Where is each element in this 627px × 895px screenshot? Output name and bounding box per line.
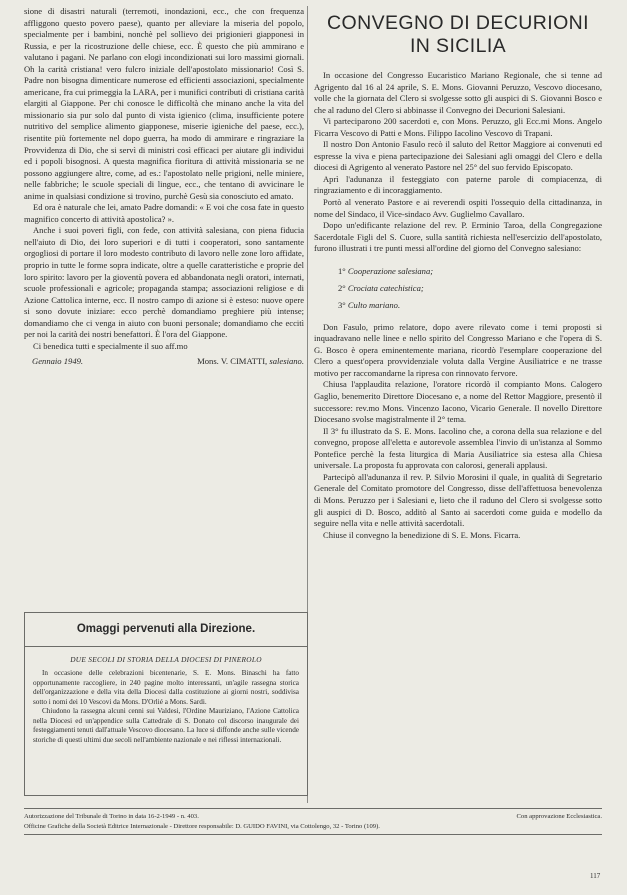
paragraph: Il nostro Don Antonio Fasulo recò il saluto del Rettor Maggiore ai convenuti ed espresse la viva e piena partecipazione dei Salesiani agli omaggi del Clero e della diocesi di Agrigento al venerato Pastore nel 25° del suo fervido Episcopato. xyxy=(314,139,602,173)
box-rule xyxy=(25,646,307,647)
paragraph: In occasione delle celebrazioni bicentenarie, S. E. Mons. Binaschi ha fatto opportunamente raccogliere, in 240 pagine molto interessanti, un'agile rassegna storica dell'organizzazione e della vita della Diocesi dalla costituzione ai giorni nostri, soddivisa sotto i nomi dei 10 Vescovi da Mons. D'Orlié a Mons. Sardi. xyxy=(33,669,299,706)
paragraph: Ci benedica tutti e specialmente il suo aff.mo xyxy=(33,340,188,351)
left-column xyxy=(24,6,304,368)
footer-line-1 xyxy=(24,812,602,821)
article-title xyxy=(314,12,602,58)
box-subtitle: DUE SECOLI DI STORIA DELLA DIOCESI DI PINEROLO xyxy=(70,655,262,664)
topic-item: 2° Crociata catechistica; xyxy=(338,282,424,293)
paragraph: Il 3° fu illustrato da S. E. Mons. Iacolino che, a corona della sua relazione e del convegno, propose all'eletta e autorevole assemblea l'invio di un'istanza al Sommo Pontefice perchè la festa liturgica di Maria Ausiliatrice sia estesa alla Chiesa universale. La proposta fu approvata con calorosi, generali applausi. xyxy=(314,425,602,471)
paragraph: Chiuse il convegno la benedizione di S. E. Mons. Ficarra. xyxy=(323,529,521,540)
paragraph: Anche i suoi poveri figli, con fede, con attività salesiana, con piena fiducia nell'aiuto di Dio, dei loro superiori e di tutti i cooperatori, sono santamente orgogliosi di portare il loro modesto contributo di lavoro nelle zone loro affidate, proprio in tutte le forme sopra indicate, oltre a quelle caratteristiche e proprie del loro spirito: lavoro per la gioventù povera ed abbandonata negli oratori, internati, scuole professionali e agricole; propaganda stampa; associazioni religiose e di Azione Cattolica interne, ecc. Il nostro campo di azione si è esteso: nuove opere si sono dovute iniziare: ecco perchè domandiamo preghiere più intense; domandiamo che ci venga in aiuto con buoni personale; domandiamo che eccitì per noi la carità dei nostri benefattori. È l'ora del Giappone. xyxy=(24,225,304,340)
paragraph: Vi parteciparono 200 sacerdoti e, con Mons. Peruzzo, gli Ecc.mi Mons. Angelo Ficarra Vescovo di Patti e Mons. Filippo Iacolino Vescovo di Trapani. xyxy=(314,116,602,138)
paragraph: In occasione del Congresso Eucaristico Mariano Regionale, che si tenne ad Agrigento dal 16 al 24 aprile, S. E. Mons. Giovanni Peruzzo, Vescovo diocesano, volle che la giornata del Clero si svolgesse sotto gli auspici di S. Giovanni Bosco e che al raduno del Clero si abbinasse il Convegno dei Decurioni Salesiani. xyxy=(314,70,602,115)
paragraph: Don Fasulo, primo relatore, dopo avere rilevato come i temi proposti si inquadravano nelle linee e nello spirito del Congresso Mariano e che l'opera di S. G. Bosco è opera eminentemente mariana, ricordò l'esemplare cooperazione del Clero a quest'opera provvidenziale voluta dalla Vergine Ausiliatrice e ne trasse motivo per raccomandarne la ripresa con rinnovato fervore. xyxy=(314,321,602,378)
paragraph: Dopo un'edificante relazione del rev. P. Erminio Taroa, della Congregazione Sacerdotale Figli del S. Cuore, sulla santità richiesta nell'esercizio dell'apostolato, furono illustrati i tre punti messi all'ordine del giorno del Convegno salesiano: xyxy=(314,220,602,254)
page-number: 117 xyxy=(590,872,601,880)
topic-item: 3° Culto mariano. xyxy=(338,299,401,310)
paragraph: Partecipò all'adunanza il rev. P. Silvio Morosini il quale, in qualità di Segretario Generale del Comitato promotore del Congresso, disse dell'affettuosa benevolenza di Mons. Peruzzo per i Salesiani e, lieto che il raduno del Clero si svolgesse sotto gli auspici di D. Bosco, additò al Santo ai sacerdoti come guida e modello da seguire nella vita e nelle attività sacerdotali. xyxy=(314,471,602,529)
topic-list xyxy=(338,263,602,314)
approval-note: Con approvazione Ecclesiastica. xyxy=(516,813,602,820)
paragraph: Chiudono la rassegna alcuni cenni sui Valdesi, l'Ordine Mauriziano, l'Azione Cattolica nella Diocesi ed un'appendice sulla Cattedrale di S. Donato col discorso inaugurale dei festeggiamenti tenuti dall'attuale Vescovo diocesano. La luce si diffonde anche sulle vicende storiche di questi ultimi due secoli nell'ambiente nazionale e nei riflessi internazionali. xyxy=(33,707,299,744)
paragraph: sione di disastri naturali (terremoti, inondazioni, ecc., che con frequenza affliggono questo povero paese), quanto per alleviare la miseria del popolo, specialmente per i bambini, nonchè pel sollievo dei prigionieri giapponesi in Russia, e per la ricostruzione delle chiese, ecc. È questo che più ammirano e valutano i pagani. Ne parlano con elogi incondizionati sui loro massimi giornali. Oh la carità cristiana! vero fulcro iniziale dell'apostolato missionario! Così S. Padre non bisogna dimenticare numerose ed efficienti associazioni, specialmente americane, fra cui primeggia la LARA, per i munifici contributi di cristiana carità elargiti al Giappone. Per chi conosce le difficoltà che minano anche la vita del missionario sia pur solo dal punto di vista igienico (clima, insufficiente potere nutritivo del semplice alimento giapponese, miserie igieniche del paese, ecc.), risentite più fortemente nel dopo guerra, ha modo di ammirare e ringraziare la Provvidenza di Dio, che si servì di ministri così efficaci per aiutare gli individui ed i popoli bisognosi. A questa magnifica fioritura di attività missionaria se ne possono aggiungere altre, come, ad es.: l'apostolato nelle prigioni, nelle miniere, nelle fabbriche; le scuole speciali di lingue, ecc., che tentano di avvicinare le anime in qualsiasi condizione si trovino, purchè Gesù sia conosciuto ed amato. xyxy=(24,6,304,201)
paragraph: Chiusa l'applaudita relazione, l'oratore ricordò il compianto Mons. Calogero Gaglio, benemerito Direttore Diocesano e, a nome del Rettor Maggiore, presentò il successore: rev.mo Mons. Vincenzo Iacono, Vicario Generale. Il novello Direttore Diocesano svolse magistralmente il 2° tema. xyxy=(314,379,602,425)
article-title-line2: IN SICILIA xyxy=(409,35,507,57)
box-title: Omaggi pervenuti alla Direzione. xyxy=(76,623,256,635)
signature xyxy=(24,356,304,368)
paragraph: Portò al venerato Pastore e ai reverendi ospiti l'ossequio della cittadinanza, in nome del Sindaco, il Vice-sindaco Avv. Guglielmo Cavallaro. xyxy=(314,197,602,219)
authorization-note: Autorizzazione del Tribunale di Torino in data 16-2-1949 - n. 403. xyxy=(24,813,199,820)
footer-rule-top xyxy=(24,808,602,809)
footer-rule-bottom xyxy=(24,834,602,835)
signature-date: Gennaio 1949. xyxy=(32,356,84,367)
paragraph: Aprì l'adunanza il festeggiato con paterne parole di compiacenza, di ringraziamento e di incoraggiamento. xyxy=(314,173,602,196)
article-title-line1: CONVEGNO DI DECURIONI xyxy=(327,12,589,34)
printer-note: Officine Grafiche della Società Editrice Internazionale - Direttore responsabile: D. GUIDO FAVINI, via Cottolengo, 32 - Torino (109). xyxy=(24,823,380,830)
signature-role: salesiano. xyxy=(269,356,304,367)
right-column xyxy=(314,70,602,541)
received-items-box xyxy=(24,612,308,796)
paragraph: Ed ora è naturale che lei, amato Padre domandi: « E voi che cosa fate in questo magnifico concerto di attività apostolica? ». xyxy=(24,202,304,224)
signature-name: Mons. V. CIMATTI, xyxy=(197,356,268,367)
box-text xyxy=(33,669,299,745)
topic-item: 1° Cooperazione salesiana; xyxy=(338,265,434,276)
footer-line-2 xyxy=(24,822,602,831)
